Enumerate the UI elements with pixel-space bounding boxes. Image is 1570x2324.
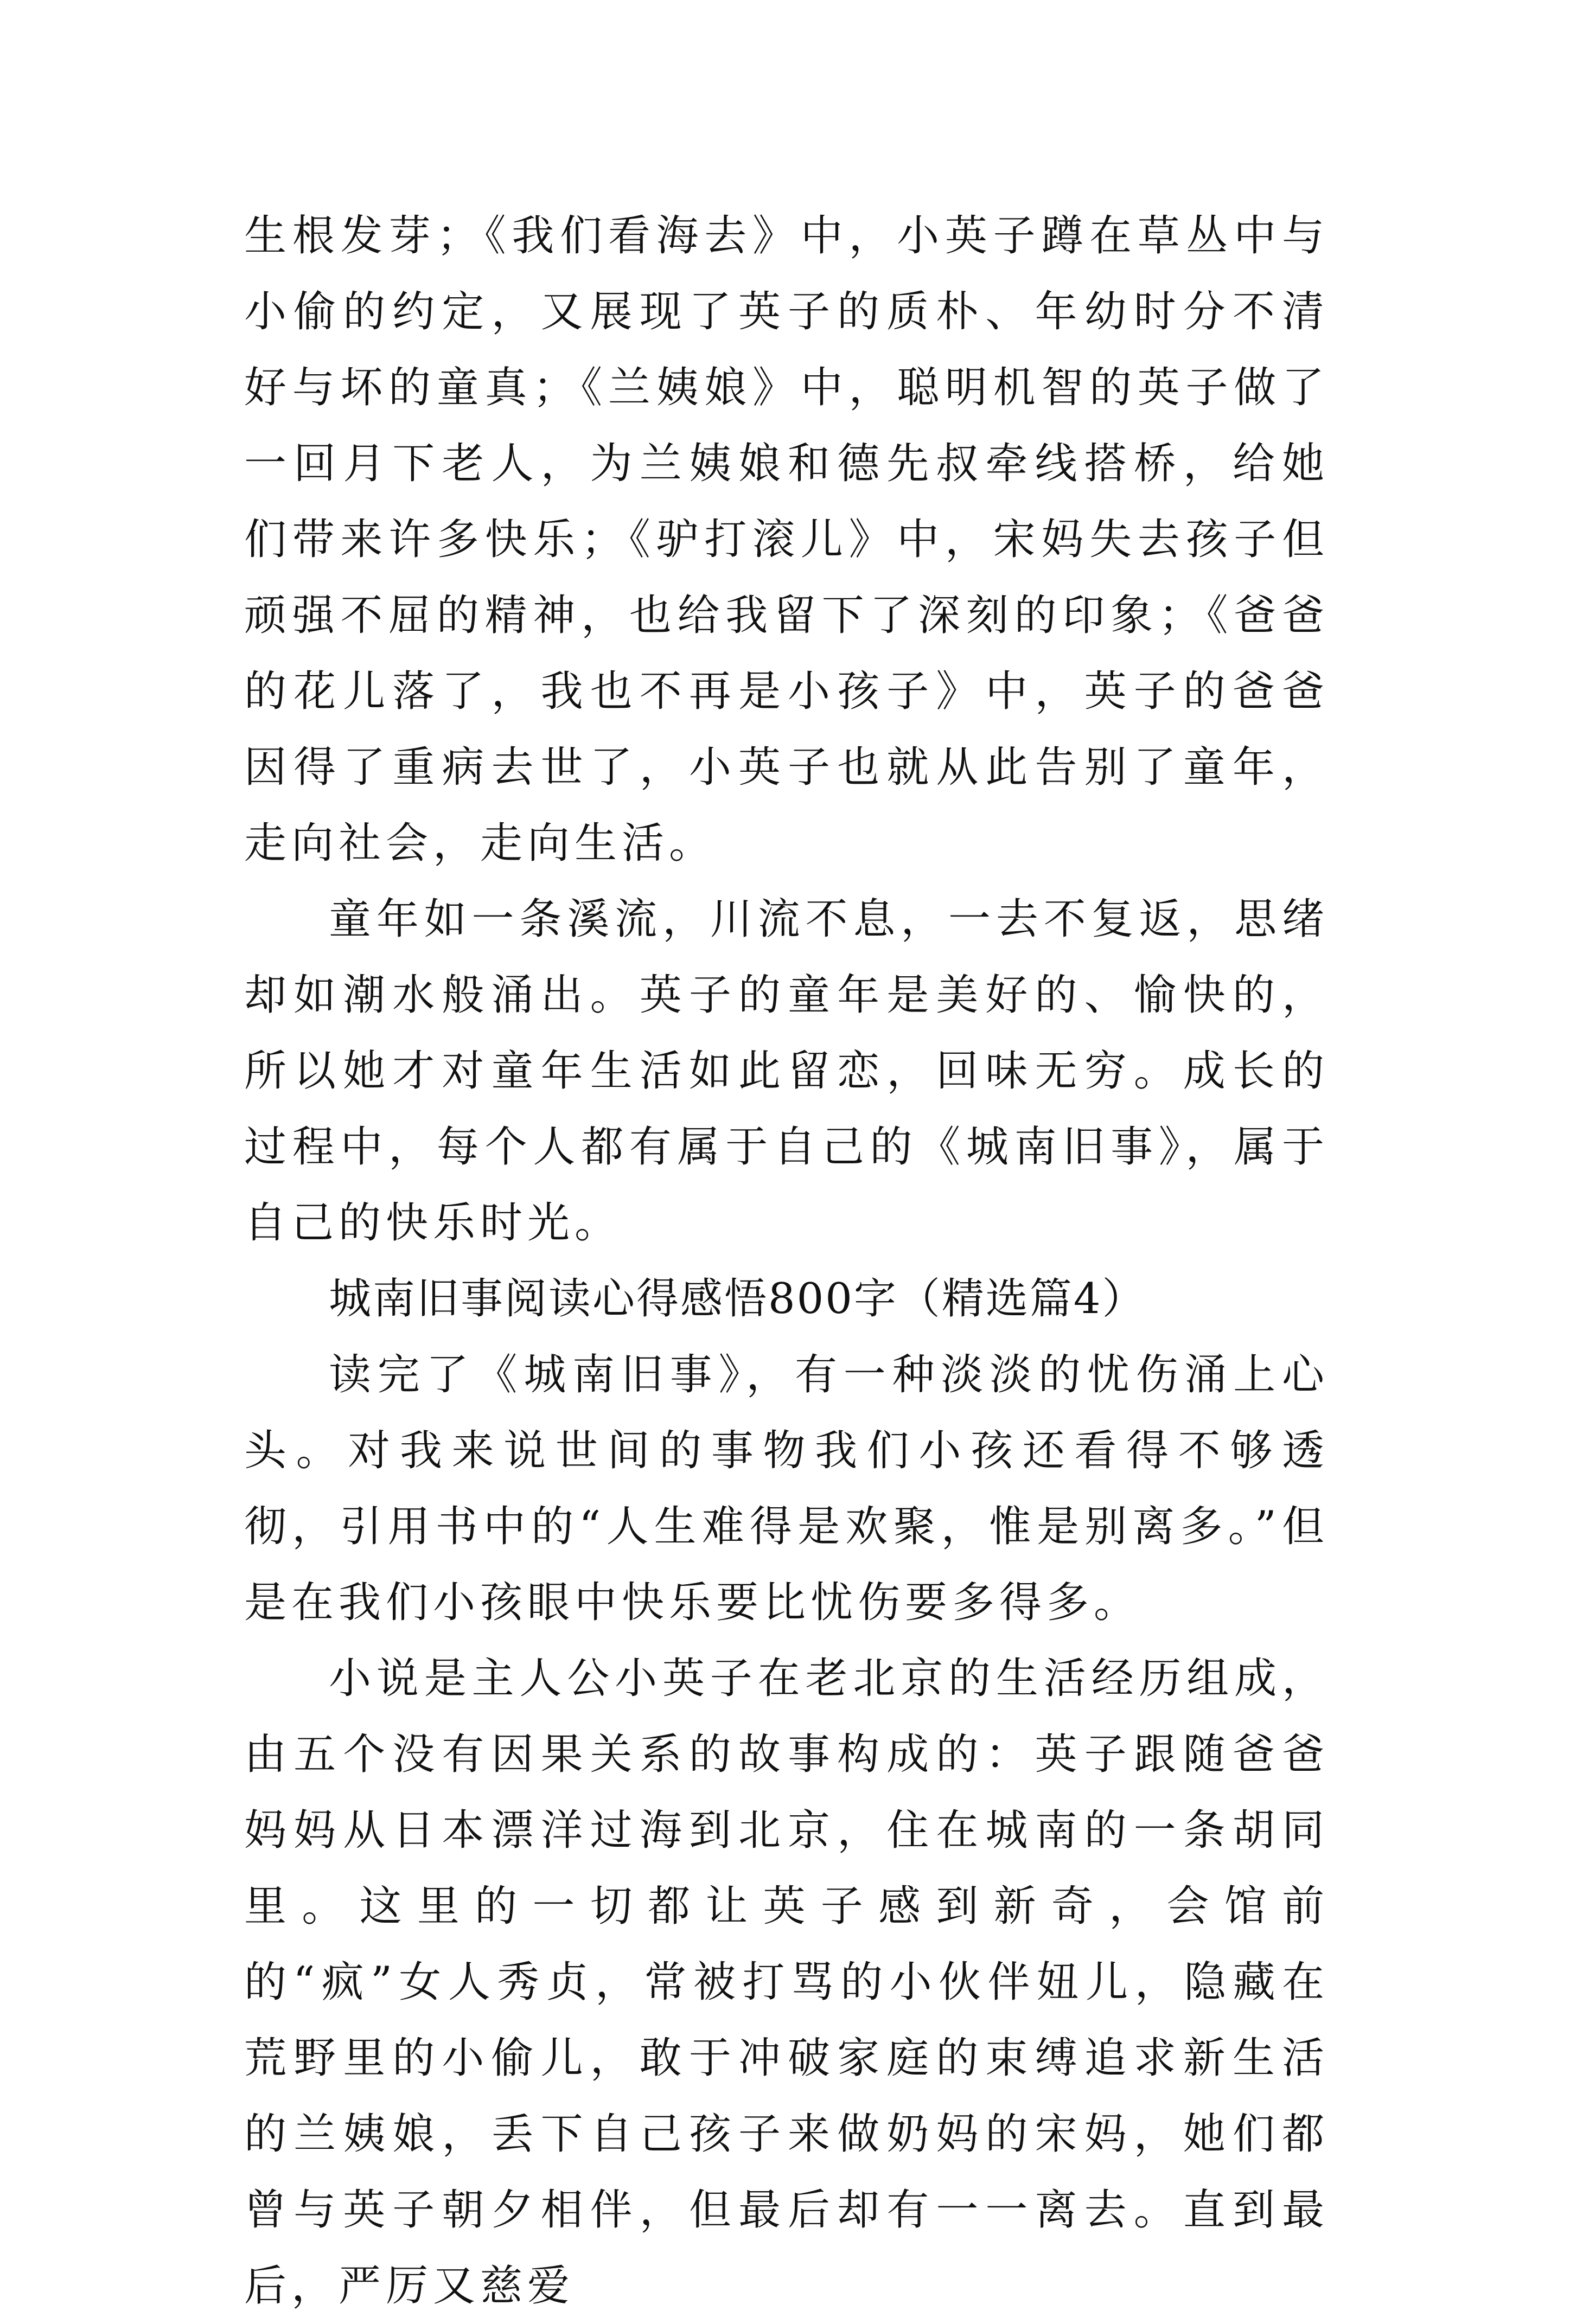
paragraph-reading: 读完了《城南旧事》，有一种淡淡的忧伤涌上心头。对我来说世间的事物我们小孩还看得不够透彻，引用书中的“人生难得是欢聚，惟是别离多。”但是在我们小孩眼中快乐要比忧伤要多得多。 (244, 1350, 1329, 1627)
paragraph-continuation: 生根发芽；《我们看海去》中，小英子蹲在草丛中与小偷的约定，又展现了英子的质朴、年幼时分不清好与坏的童真；《兰姨娘》中，聪明机智的英子做了一回月下老人，为兰姨娘和德先叔牵线搭桥，给她们带来许多快乐；《驴打滚儿》中，宋妈失去孩子但顽强不屈的精神，也给我留下了深刻的印象；《爸爸的花儿落了，我也不再是小孩子》中，英子的爸爸因得了重病去世了，小英子也就从此告别了童年，走向社会，走向生活。 (244, 212, 1329, 868)
paragraph-childhood: 童年如一条溪流，川流不息，一去不复返，思绪却如潮水般涌出。英子的童年是美好的、愉快的，所以她才对童年生活如此留恋，回味无穷。成长的过程中，每个人都有属于自己的《城南旧事》，属于自己的快乐时光。 (244, 895, 1329, 1247)
body-text (244, 198, 1329, 2324)
section-heading: 城南旧事阅读心得感悟800字（精选篇4） (329, 1275, 1146, 1323)
paragraph-novel-summary: 小说是主人公小英子在老北京的生活经历组成，由五个没有因果关系的故事构成的：英子跟随爸爸妈妈从日本漂洋过海到北京，住在城南的一条胡同里。这里的一切都让英子感到新奇，会馆前的“疯”女人秀贞，常被打骂的小伙伴妞儿，隐藏在荒野里的小偷儿，敢于冲破家庭的束缚追求新生活的兰姨娘，丢下自己孩子来做奶妈的宋妈，她们都曾与英子朝夕相伴，但最后却有一一离去。直到最后，严厉又慈爱 (244, 1654, 1329, 2310)
